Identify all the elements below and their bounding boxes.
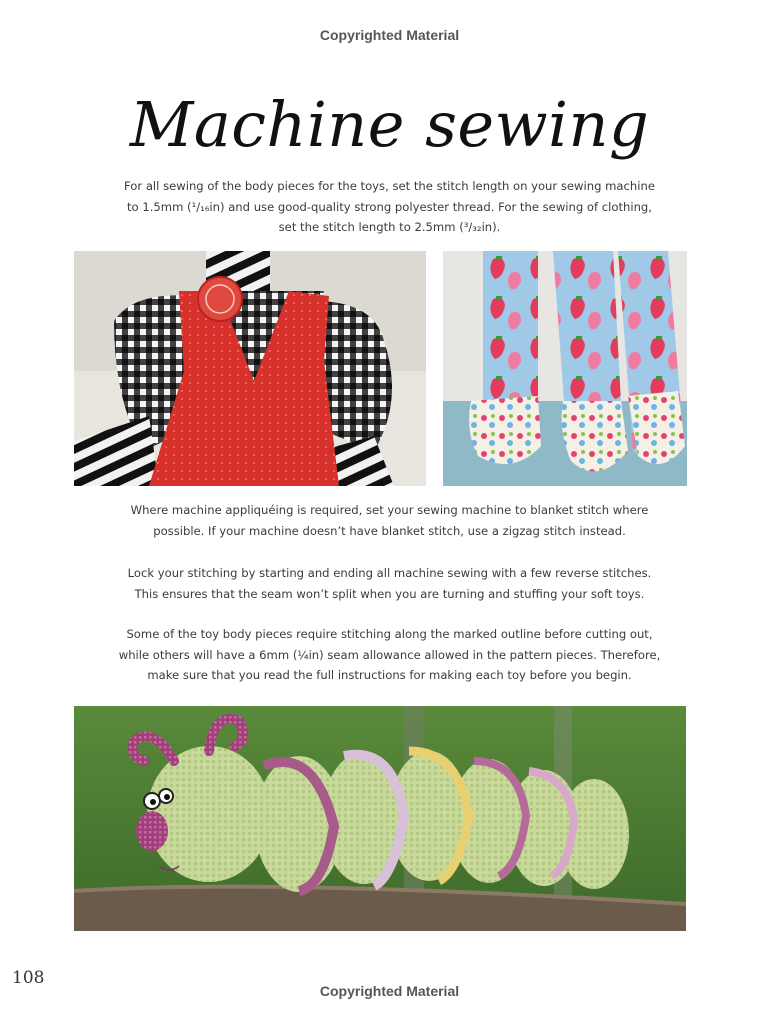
copyright-footer: Copyrighted Material [319, 983, 460, 999]
page-number: 108 [12, 968, 45, 988]
photo-doll-red-dress [74, 251, 426, 486]
seam-allowance-paragraph: Some of the toy body pieces require stitching along the marked outline before cutting out, while others will have a 6mm (¼in) seam allowance allowed in the pattern pieces. Therefore, make sure that you read the full instructions for making each toy before you begin. [118, 627, 661, 682]
copyright-header: Copyrighted Material [319, 27, 460, 43]
intro-paragraph: For all sewing of the body pieces for the toys, set the stitch length on your sewing machine to 1.5mm (¹/₁₆in) and use good-quality strong polyester thread. For the sewing of clothing, set the stitch length to 2.5mm (³/₃₂in). [124, 179, 655, 234]
lock-stitching-paragraph: Lock your stitching by starting and ending all machine sewing with a few reverse stitches. This ensures that the seam won’t split when you are turning and stuffing your soft toys. [127, 566, 652, 601]
photo-strawberry-fabric-toy [443, 251, 687, 486]
page-title: Machine sewing [129, 88, 650, 161]
photo-caterpillar-toy [74, 706, 686, 931]
appliqué-paragraph: Where machine appliquéing is required, set your sewing machine to blanket stitch where possible. If your machine doesn’t have blanket stitch, use a zigzag stitch instead. [130, 503, 649, 538]
